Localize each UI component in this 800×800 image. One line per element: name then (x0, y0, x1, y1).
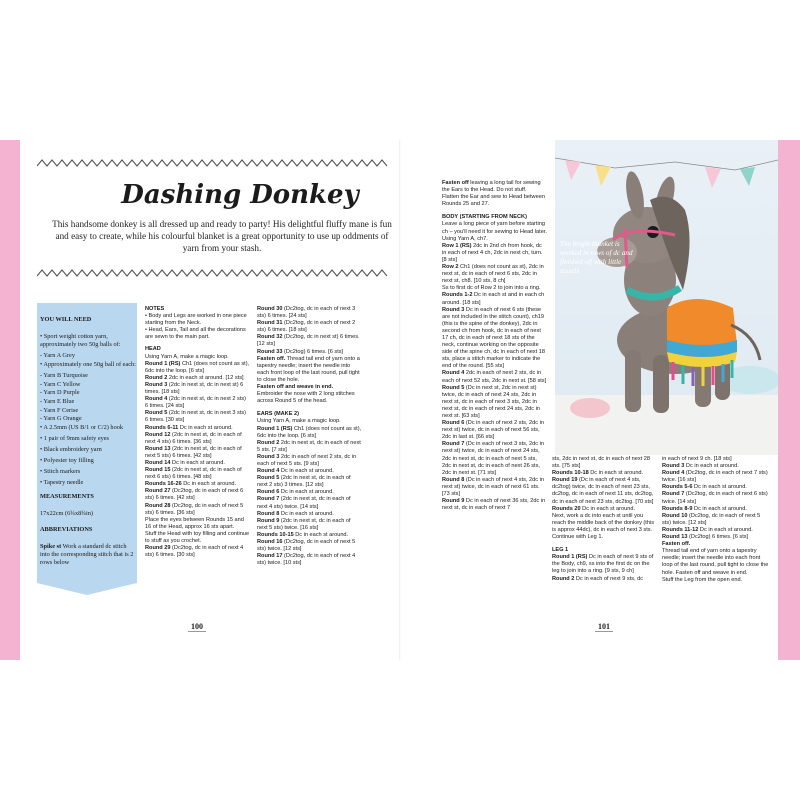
donkey-photo (555, 140, 778, 455)
instruction-line: Fasten off. Thread tail end of yarn onto a tapestry needle; insert the needle into each front loop of the last round, pull tight to close the hole. (257, 355, 360, 383)
abbreviation-entry (40, 543, 136, 568)
instruction-line: Round 3 (2dc in next st, dc in next st) 6 times. [18 sts] (145, 381, 244, 396)
left-page-edge (0, 140, 20, 660)
ears-finish (442, 180, 547, 208)
instruction-line: Round 6 Dc in each st around. (257, 489, 334, 496)
instruction-line: Round 8 (Dc in each of next 4 sts, 2dc in next st) twice, dc in each of next 61 sts. [73 sts] (442, 476, 544, 498)
right-page-edge (778, 140, 800, 660)
instruction-line: Rounds 10-15 Dc in each st around. (257, 531, 349, 538)
materials-item: - Yarn F Cerise (40, 406, 79, 414)
instruction-line: Round 6 (Dc in each of next 2 sts, 2dc in next st) twice, dc in each of next 56 sts, 2dc in last st. [66 sts] (442, 420, 544, 441)
instruction-line: Round 10 (Dc2tog, dc in each of next 5 sts) twice. [12 sts] (662, 512, 761, 526)
instruction-line: Round 9 Dc in each of next 36 sts, 2dc in next st, dc in each of next 7 (442, 498, 546, 512)
materials-item: • Polyester toy filling (40, 457, 94, 465)
materials-item: • Sport weight cotton yarn, approximately two 50g balls of: (40, 332, 121, 349)
materials-item: - Yarn B Turquoise (40, 371, 88, 379)
measurements-value: 17x22cm (6¾x8¾in) (40, 509, 93, 517)
materials-item: - Yarn E Blue (40, 397, 75, 405)
instruction-line: Next, work a dc into each st until you reach the middle back of the donkey (this is approx 44dc), dc in each of next 3 sts. Continue with Leg 1. (552, 512, 654, 541)
instruction-line: Round 30 (Dc2tog, dc in each of next 3 sts) 6 times. [24 sts] (257, 306, 356, 320)
abbreviation-text: Work a standard dc stitch into the corresponding stitch that is 2 rows below (40, 543, 134, 567)
zigzag-divider-top (37, 158, 389, 168)
notes-heading: NOTES (145, 306, 165, 312)
leg1-heading: LEG 1 (552, 547, 569, 554)
instruction-line: Fasten off leaving a long tail for sewing the Ears to the Head. Do not stuff. (442, 180, 541, 194)
instruction-line: Round 15 (2dc in next st, dc in each of next 6 sts) 6 times. [48 sts] (145, 467, 242, 481)
page-number-left-value: 100 (188, 622, 206, 632)
instruction-line: Round 4 2dc in each of next 2 sts, dc in each of next 52 sts, 2dc in next st. [58 sts] (442, 370, 547, 384)
instruction-line: Round 5 (2dc in next st, dc in next 3 sts) 6 times. [30 sts] (145, 410, 247, 424)
photo-caption: The bright blanket is worked in rows of dc and finished off with little tassels (560, 240, 633, 275)
instruction-line: Rounds 5-6 Dc in each st around. (662, 484, 747, 491)
leg1-instructions (552, 554, 657, 582)
note-line: • Head, Ears, Tail and all the decorations are sewn to the main part. (145, 327, 246, 341)
materials-item: • Tapestry needle (40, 479, 84, 487)
note-line: • Body and Legs are worked in one piece starting from the Neck. (145, 313, 247, 327)
instruction-line: Ss to first dc of Row 2 to join into a ring. (442, 285, 541, 292)
you-will-need-heading: YOU WILL NEED (40, 316, 92, 324)
instruction-line: sts, 2dc in next st, dc in each of next 28 sts. [75 sts] (552, 456, 650, 470)
instruction-line: Flatten the Ear and sew to Head between Rounds 25 and 27. (442, 194, 545, 208)
instruction-line: Stuff the Head with toy filling and continue to stuff as you crochet. (145, 530, 250, 544)
body-instructions (442, 221, 547, 512)
instruction-line: Stuff the Leg from the open end. (662, 576, 743, 583)
abbreviations-heading: ABBREVIATIONS (40, 526, 93, 534)
instruction-line: Embroider the nose with 2 long stitches across Round 5 of the head. (257, 391, 355, 405)
instruction-line: Round 3 Dc in each st around. (662, 463, 739, 470)
column-body (442, 180, 547, 512)
head-instructions-cont (257, 306, 362, 405)
instruction-line: Rounds 1-2 Dc in each st and in each ch around. [18 sts] (442, 292, 545, 306)
column-head-ears (257, 306, 362, 567)
instruction-line: Rounds 10-18 Dc in each st around. (552, 470, 644, 477)
instruction-line: Round 1 (RS) Ch1 (does not count as st), 6dc into the loop. [6 sts] (145, 360, 250, 374)
instruction-line: Using Yarn A, make a magic loop. (257, 418, 341, 425)
instruction-line: Round 33 (Dc2tog) 6 times. [6 sts] (257, 348, 344, 355)
abbreviation-term: Spike st (40, 543, 62, 551)
instruction-line: Round 12 (2dc in next st, dc in each of next 4 sts) 6 times. [36 sts] (145, 431, 242, 445)
body-instructions-cont (552, 456, 657, 541)
column-leg-cont (662, 456, 770, 584)
instruction-line: Fasten off. (662, 541, 691, 548)
instruction-line: Round 9 (2dc in next st, dc in each of next 5 sts) twice. [16 sts] (257, 517, 351, 531)
instruction-line: Round 3 2dc in each of next 2 sts, dc in each of next 5 sts. [9 sts] (257, 453, 357, 467)
materials-content (40, 308, 136, 568)
head-heading: HEAD (145, 346, 161, 353)
page-number-left (188, 622, 206, 632)
body-heading: BODY (STARTING FROM NECK) (442, 214, 527, 221)
page-gutter (399, 140, 401, 660)
instruction-line: Round 27 (Dc2tog, dc in each of next 6 sts) 6 times. [42 sts] (145, 488, 244, 502)
materials-item: - Yarn G Orange (40, 415, 82, 423)
instruction-line: Round 7 (2dc in next st, dc in each of next 4 sts) twice. [14 sts] (257, 496, 351, 510)
instruction-line: Round 4 (Dc2tog, dc in each of next 7 sts) twice. [16 sts] (662, 470, 768, 484)
instruction-line: Round 8 Dc in each st around. (257, 510, 334, 517)
instruction-line: Rounds 6-11 Dc in each st around. (145, 424, 233, 431)
materials-list (40, 333, 136, 487)
instruction-line: Round 16 (Dc2tog, dc in each of next 5 sts) twice. [12 sts] (257, 539, 356, 553)
instruction-line: Leave a long piece of yarn before starting ch – you'll need it for sewing to Head later. (442, 221, 547, 235)
instruction-line: Row 2 Ch1 (does not count as st), 2dc in next st, dc in each of next 6 sts, 2dc in next st, ch8. [10 sts, 8 ch] (442, 264, 544, 285)
page-number-right (595, 622, 613, 632)
instruction-line: Place the eyes between Rounds 15 and 16 of the Head, approx 16 sts apart. (145, 516, 244, 530)
instruction-line: Round 5 (Dc in next st, 2dc in next st) twice, dc in each of next 24 sts, 2dc in next st, dc in each of next 3 sts, 2dc in next st, dc in each of next 24 sts, 2dc in next st. [63 sts] (442, 384, 540, 419)
measurements-heading: MEASUREMENTS (40, 493, 94, 501)
instruction-line: Round 4 Dc in each st around. (257, 468, 334, 475)
instruction-line: Round 2 Dc in each of next 9 sts, dc (552, 575, 644, 582)
instruction-line: Round 2 2dc in each st around. [12 sts] (145, 374, 244, 381)
instruction-line: Round 4 (2dc in next st, dc in next 2 sts) 6 times. [24 sts] (145, 396, 247, 410)
instruction-line: Round 28 (Dc2tog, dc in each of next 5 sts) 6 times. [36 sts] (145, 502, 244, 516)
instruction-line: Round 1 (RS) Dc in each of next 9 sts of the Body, ch9, ss into the first dc on the leg to join into a ring. [9 sts, 9 ch] (552, 554, 654, 575)
head-instructions (145, 354, 250, 560)
instruction-line: Round 13 (2dc in next st, dc in each of next 5 sts) 6 times. [42 sts] (145, 445, 242, 459)
materials-item: - Yarn A Grey (40, 352, 75, 360)
column-body-leg (552, 456, 657, 583)
instruction-line: Rounds 20 Dc in each st around. (552, 505, 636, 512)
materials-box-point (37, 583, 137, 595)
page-number-right-value: 101 (595, 622, 613, 632)
notes-list (145, 313, 250, 341)
zigzag-divider-bottom (37, 268, 389, 278)
instruction-line: Using Yarn A, make a magic loop. (145, 353, 229, 360)
instruction-line: Rounds 8-9 Dc in each st around. (662, 505, 747, 512)
leg1-instructions-cont (662, 456, 770, 584)
ears-heading: EARS (MAKE 2) (257, 411, 299, 418)
instruction-line: Round 14 Dc in each st around. (145, 459, 225, 466)
instruction-line: Round 5 (2dc in next st, dc in each of next 2 sts) 3 times. [12 sts] (257, 475, 351, 489)
instruction-line: Round 17 (Dc2tog, dc in each of next 4 sts) twice. [10 sts] (257, 553, 356, 567)
ears-instructions (257, 418, 362, 567)
instruction-line: Row 1 (RS) 2dc in 2nd ch from hook, dc in each of next 4 ch, 2dc in next ch, turn. [8 sts] (442, 242, 543, 263)
instruction-line: Rounds 11-12 Dc in each st around. (662, 526, 753, 533)
instruction-line: Round 13 (Dc2tog) 6 times. [6 sts] (662, 534, 749, 541)
materials-item: - Yarn C Yellow (40, 380, 81, 388)
instruction-line: Round 3 Dc in each of next 6 sts (these are not included in the stitch count), ch19 (this is the spine of the donkey), 2dc in second ch from hook, dc in each of next 17 ch, dc in each of next 18 sts of the neck, continue working on the opposite side of the spine ch, dc in each of next 18 sts, place a stitch marker to indicate the end of the round. [55 sts] (442, 306, 545, 370)
instruction-line: Round 7 (Dc2tog, dc in each of next 6 sts) twice. [14 sts] (662, 491, 768, 505)
instruction-line: Round 1 (RS) Ch1 (does not count as st), 6dc into the loop. [6 sts] (257, 425, 362, 439)
column-notes-head (145, 306, 250, 559)
instruction-line: Thread tail end of yarn onto a tapestry needle; insert the needle into each front loop of the last round, pull tight to close the hole. Fasten off and weave in end. (662, 548, 769, 576)
materials-item: • Stitch markers (40, 468, 81, 476)
instruction-line: Round 7 (Dc in each of next 3 sts, 2dc in next st) twice, dc in each of next 24 sts, 2dc in next st, dc in each of next 5 sts, 2dc in next st, dc in each of next 26 sts, 2dc in next st. [71 sts] (442, 441, 544, 476)
instruction-line: Rounds 16-26 Dc in each st around. (145, 481, 237, 488)
intro-text: This handsome donkey is all dressed up and ready to party! His delightful fluffy mane is fun and easy to create, while his colourful blanket is a great opportunity to use up oddments of yarn from your stash. (52, 219, 392, 253)
instruction-line: Round 29 (Dc2tog, dc in each of next 4 sts) 6 times. [30 sts] (145, 545, 244, 559)
page-title: Dashing Donkey (121, 180, 359, 210)
materials-item: • A 2.5mm (US B/1 or C/2) hook (40, 424, 124, 432)
instruction-line: Round 19 (Dc in each of next 4 sts, dc2tog) twice, dc in each of next 23 sts, dc2tog, dc in each of next 11 sts, dc2tog, dc in each of next 23 sts, dc2tog. [70 sts] (552, 477, 654, 505)
instruction-line: Round 32 (Dc2tog, dc in next st) 6 times. [12 sts] (257, 334, 360, 348)
instruction-line: Round 2 2dc in next st, dc in each of next 5 sts. [7 sts] (257, 439, 361, 453)
materials-item: • Approximately one 50g ball of each: (40, 360, 136, 368)
materials-item: • Black embroidery yarn (40, 446, 102, 454)
materials-item: • 1 pair of 9mm safety eyes (40, 435, 110, 443)
instruction-line: Fasten off and weave in end. (257, 384, 334, 391)
materials-item: - Yarn D Purple (40, 389, 80, 397)
instruction-line: Using Yarn A, ch7. (442, 235, 488, 242)
instruction-line: in each of next 9 ch. [18 sts] (662, 456, 732, 462)
instruction-line: Round 31 (Dc2tog, dc in each of next 2 sts) 6 times. [18 sts] (257, 320, 356, 334)
